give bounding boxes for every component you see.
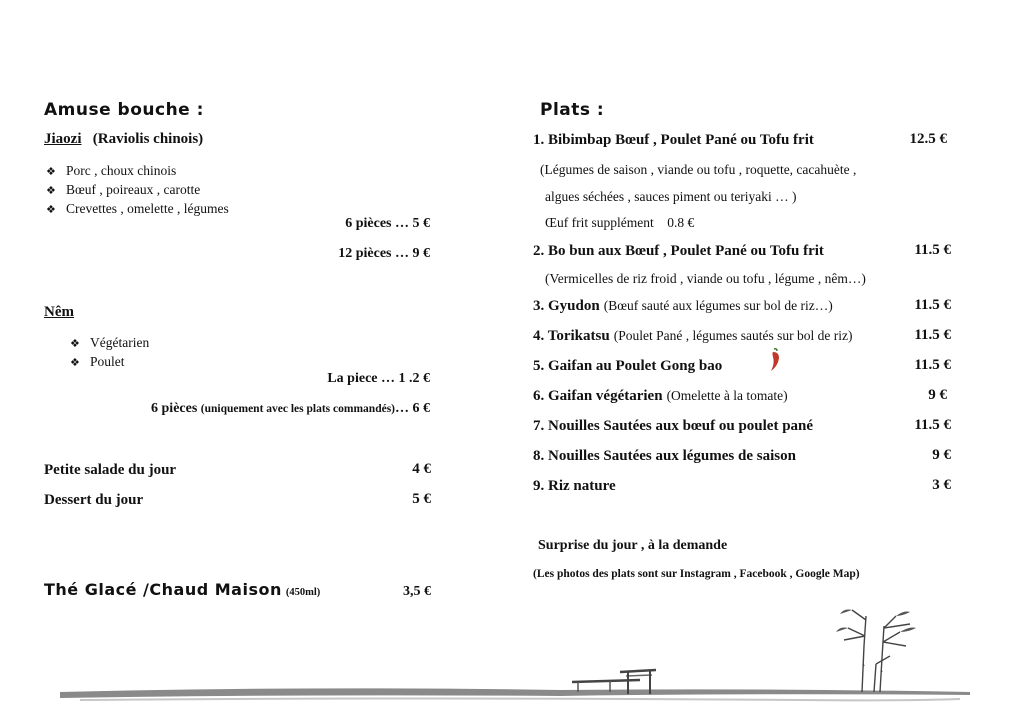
nem-list	[70, 334, 149, 372]
extra-price: 0.8 €	[667, 215, 695, 230]
plat-label: 5. Gaifan au Poulet Gong bao	[533, 358, 723, 374]
plat-desc: (Omelette à la tomate)	[666, 388, 788, 403]
plat-row	[533, 387, 947, 405]
plat-price: 11.5 €	[914, 297, 951, 313]
plat-price: 9 €	[928, 387, 947, 403]
plat-label: 9. Riz nature	[533, 478, 616, 494]
plat-row	[533, 131, 947, 149]
the-price: 3,5 €	[403, 584, 431, 599]
amuse-title: Amuse bouche :	[44, 100, 204, 120]
salade-label: Petite salade du jour	[44, 462, 177, 478]
salade-price: 4 €	[412, 461, 431, 477]
list-item: ❖ Végétarien	[70, 334, 149, 353]
plat-price: 11.5 €	[914, 417, 951, 433]
plat-label: 4. Torikatsu	[533, 328, 610, 344]
plat-label: 8. Nouilles Sautées aux légumes de saison	[533, 448, 796, 464]
nem-price-6-label: 6 pièces	[151, 401, 198, 416]
plat-extra	[545, 215, 694, 231]
plat-desc: (Légumes de saison , viande ou tofu , roquette, cacahuète ,	[540, 162, 857, 177]
plat-row	[533, 447, 951, 465]
plat-label: 3. Gyudon	[533, 298, 600, 314]
plat-label: 7. Nouilles Sautées aux bœuf ou poulet pané	[533, 418, 814, 434]
nem-price-6-value: … 6 €	[395, 401, 430, 416]
photos-note: (Les photos des plats sont sur Instagram , Facebook , Google Map)	[533, 568, 860, 580]
dessert-row	[44, 491, 431, 509]
plat-row	[533, 477, 951, 495]
nem-heading: Nêm	[44, 304, 74, 320]
nem-price-6	[151, 401, 430, 417]
list-item: ❖ Bœuf , poireaux , carotte	[46, 181, 229, 200]
the-label: Thé Glacé /Chaud Maison	[44, 580, 282, 599]
the-volume: (450ml)	[285, 587, 321, 598]
jiaozi-heading	[44, 131, 203, 148]
jiaozi-price-12: 12 pièces … 9 €	[338, 246, 430, 261]
the-row	[44, 580, 431, 600]
plat-row	[533, 357, 951, 375]
jiaozi-desc: (Raviolis chinois)	[92, 131, 204, 147]
dessert-price: 5 €	[412, 491, 431, 507]
chili-pepper-icon	[768, 347, 782, 373]
plat-desc: algues séchées , sauces piment ou teriyaki … )	[545, 189, 797, 204]
plat-price: 9 €	[932, 447, 951, 463]
plat-label: 6. Gaifan végétarien	[533, 388, 663, 404]
jiaozi-price-6: 6 pièces … 5 €	[345, 216, 430, 231]
plat-desc: (Bœuf sauté aux légumes sur bol de riz…)	[603, 298, 833, 313]
plat-row	[533, 297, 951, 315]
list-item: ❖ Poulet	[70, 353, 149, 372]
jiaozi-list	[46, 162, 229, 219]
jiaozi-name: Jiaozi	[44, 131, 82, 147]
torii-bench-illustration	[570, 664, 660, 698]
plat-desc: (Vermicelles de riz froid , viande ou tofu , légume , nêm…)	[545, 271, 866, 286]
plat-price: 12.5 €	[909, 131, 947, 147]
surprise-note: Surprise du jour , à la demande	[538, 538, 728, 553]
bamboo-illustration	[830, 606, 920, 694]
list-item: ❖ Crevettes , omelette , légumes	[46, 200, 229, 219]
plat-price: 11.5 €	[914, 242, 951, 258]
plat-desc: (Poulet Pané , légumes sautés sur bol de riz)	[613, 328, 853, 343]
plat-row	[533, 417, 951, 435]
plat-price: 11.5 €	[914, 327, 951, 343]
plat-row	[533, 242, 951, 260]
plat-price: 11.5 €	[914, 357, 951, 373]
extra-label: Œuf frit supplément	[545, 215, 654, 230]
plat-price: 3 €	[932, 477, 951, 493]
nem-price-piece: La piece … 1 .2 €	[327, 371, 430, 386]
plat-row	[533, 327, 951, 345]
nem-price-6-note: (uniquement avec les plats commandés)	[200, 403, 395, 415]
plat-label: 1. Bibimbap Bœuf , Poulet Pané ou Tofu frit	[533, 132, 814, 148]
salade-row	[44, 461, 431, 479]
list-item: ❖ Porc , choux chinois	[46, 162, 229, 181]
plat-label: 2. Bo bun aux Bœuf , Poulet Pané ou Tofu frit	[533, 243, 824, 259]
dessert-label: Dessert du jour	[44, 492, 144, 508]
plats-title: Plats :	[540, 100, 605, 120]
